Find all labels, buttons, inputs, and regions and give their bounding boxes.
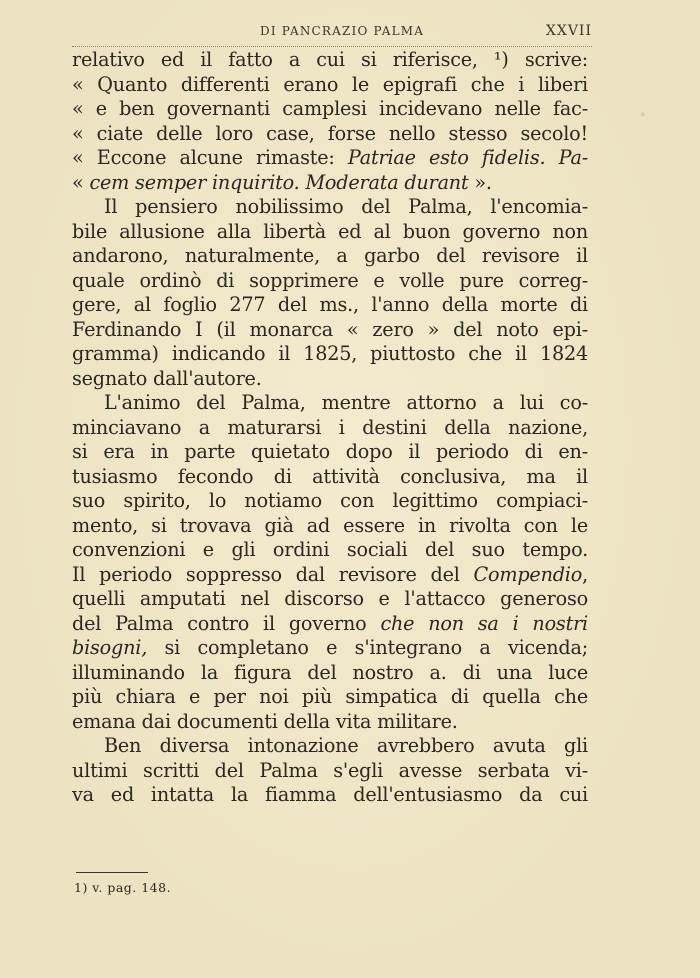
quoted-phrase: bisogni, <box>72 636 148 659</box>
text-fragment: si completano e s'integrano a vicenda; <box>147 636 588 659</box>
text-fragment: del Palma contro il governo <box>72 611 381 635</box>
paragraph-start: Ben diversa intonazione avrebbero avuta gli <box>104 734 588 757</box>
paragraph-start: L'animo del Palma, mentre attorno a lui co- <box>104 391 588 414</box>
footnote-rule <box>76 872 148 873</box>
text-line: « Quanto differenti erano le epigrafi che i liberi <box>72 72 588 96</box>
page-number: XXVII <box>545 23 592 39</box>
text-fragment: « Eccone alcune rimaste: <box>72 146 348 169</box>
text-line: andarono, naturalmente, a garbo del revisore il <box>72 244 588 267</box>
text-line <box>72 563 588 588</box>
text-line: Ferdinando I (il monarca « zero » del noto epi- <box>72 317 588 341</box>
text-line <box>72 612 588 637</box>
text-line: illuminando la figura del nostro a. di una luce <box>72 660 588 684</box>
text-line: segnato dall'autore. <box>72 366 262 390</box>
text-line: più chiara e per noi più simpatica di quella che <box>72 685 588 708</box>
footnote: 1) v. pag. 148. <box>74 880 172 895</box>
text-line: va ed intatta la fiamma dell'entusiasmo da cui <box>72 783 588 806</box>
text-line: mento, si trovava già ad essere in rivolta con le <box>72 513 588 537</box>
body-text <box>72 48 588 808</box>
text-line: ultimi scritti del Palma s'egli avesse serbata vi- <box>72 758 588 782</box>
margin-speck: ◦ <box>640 110 646 121</box>
text-line: suo spirito, lo notiamo con legittimo compiaci- <box>72 489 588 512</box>
text-fragment: Il periodo soppresso dal revisore del <box>72 562 474 586</box>
text-line: quale ordinò di sopprimere e volle pure correg- <box>72 268 588 292</box>
text-line <box>72 171 588 196</box>
text-line <box>72 146 588 171</box>
running-head <box>72 24 592 47</box>
text-line: relativo ed il fatto a cui si riferisce, ¹) scrive: <box>72 48 588 71</box>
paragraph-start: Il pensiero nobilissimo del Palma, l'encomia- <box>104 195 588 218</box>
text-line <box>72 636 588 661</box>
quoted-phrase: che non sa i nostri <box>380 611 588 635</box>
text-fragment: , <box>582 562 588 586</box>
running-head-title: DI PANCRAZIO PALMA <box>260 24 425 38</box>
text-line: quelli amputati nel discorso e l'attacco generoso <box>72 587 588 610</box>
text-line: si era in parte quietato dopo il periodo di en- <box>72 440 588 463</box>
text-line: tusiasmo fecondo di attività conclusiva, ma il <box>72 464 588 488</box>
text-line: « ciate delle loro case, forse nello stesso secolo! <box>72 121 588 145</box>
latin-motto: cem semper inquirito. Moderata durant <box>89 170 469 194</box>
book-title: Compendio <box>473 562 583 586</box>
text-line: gramma) indicando il 1825, piuttosto che il 1824 <box>72 342 588 365</box>
text-line: gere, al foglio 277 del ms., l'anno della morte di <box>72 293 588 316</box>
text-line: « e ben governanti camplesi incidevano nelle fac- <box>72 97 588 120</box>
text-fragment: « <box>72 170 90 194</box>
text-line: minciavano a maturarsi i destini della nazione, <box>72 415 588 439</box>
text-fragment: ». <box>468 170 492 194</box>
text-line: convenzioni e gli ordini sociali del suo tempo. <box>72 538 588 561</box>
text-line: bile allusione alla libertà ed al buon governo non <box>72 219 588 243</box>
text-line: emana dai documenti della vita militare. <box>72 709 458 733</box>
latin-motto: Patriae esto fidelis. Pa- <box>347 146 588 169</box>
